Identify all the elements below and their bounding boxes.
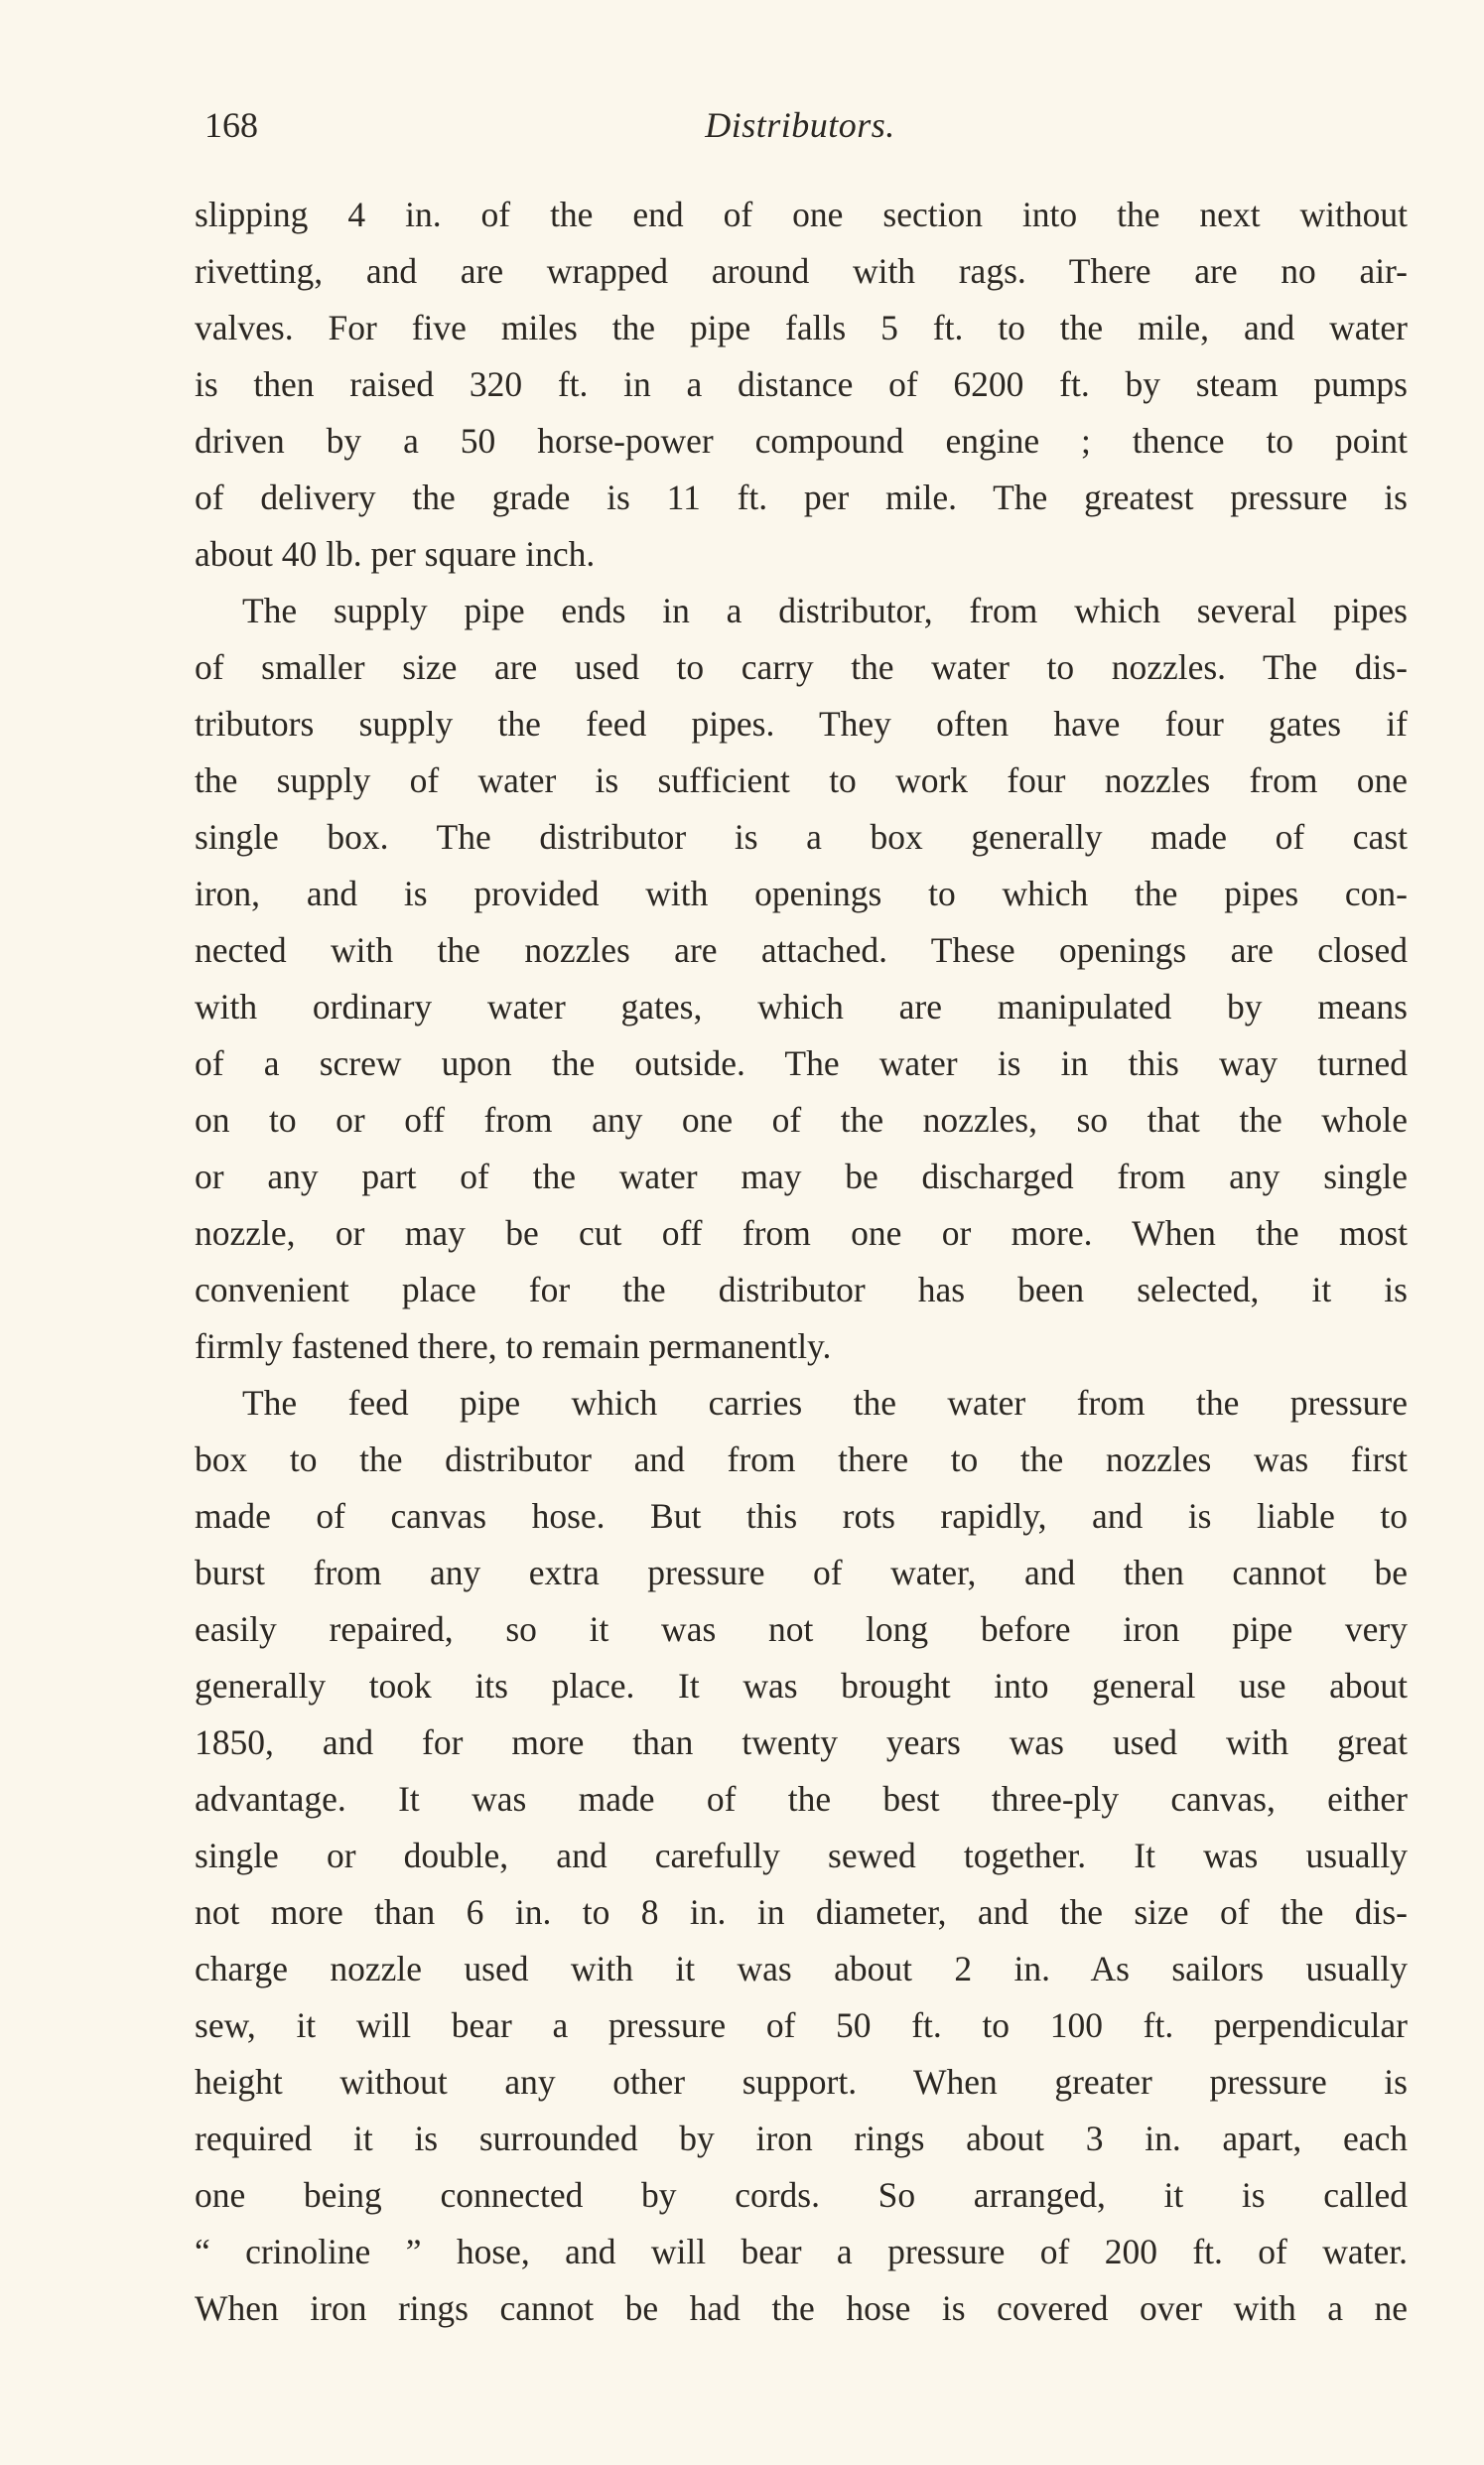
body-text	[195, 187, 1408, 2337]
text-line: convenient place for the distributor has been selected, it is	[195, 1270, 1408, 1309]
text-line: single box. The distributor is a box generally made of cast	[195, 817, 1408, 857]
text-line: on to or off from any one of the nozzles, so that the whole	[195, 1100, 1408, 1140]
text-line: is then raised 320 ft. in a distance of 6200 ft. by steam pumps	[195, 364, 1408, 404]
text-line: one being connected by cords. So arranged, it is called	[195, 2175, 1408, 2215]
text-line: firmly fastened there, to remain permanently.	[195, 1326, 832, 1366]
text-line: nozzle, or may be cut off from one or more. When the most	[195, 1213, 1408, 1253]
text-line: charge nozzle used with it was about 2 in. As sailors usually	[195, 1949, 1408, 1988]
text-line: slipping 4 in. of the end of one section into the next without	[195, 195, 1408, 234]
text-line: rivetting, and are wrapped around with rags. There are no air-	[195, 251, 1408, 291]
text-line: nected with the nozzles are attached. These openings are closed	[195, 930, 1408, 970]
text-line: easily repaired, so it was not long before iron pipe very	[195, 1609, 1408, 1649]
text-line: or any part of the water may be discharged from any single	[195, 1157, 1408, 1196]
text-line: burst from any extra pressure of water, and then cannot be	[195, 1553, 1408, 1592]
text-line: of a screw upon the outside. The water is in this way turned	[195, 1043, 1408, 1083]
text-line: sew, it will bear a pressure of 50 ft. to 100 ft. perpendicular	[195, 2005, 1408, 2045]
text-line: box to the distributor and from there to the nozzles was first	[195, 1439, 1408, 1479]
text-line: generally took its place. It was brought into general use about	[195, 1666, 1408, 1706]
text-line: When iron rings cannot be had the hose is covered over with a ne	[195, 2288, 1408, 2328]
text-line: required it is surrounded by iron rings about 3 in. apart, each	[195, 2119, 1408, 2158]
text-line: with ordinary water gates, which are manipulated by means	[195, 987, 1408, 1027]
text-line: valves. For five miles the pipe falls 5 ft. to the mile, and water	[195, 308, 1408, 347]
paragraph-first-line: The supply pipe ends in a distributor, from which several pipes	[242, 591, 1408, 630]
text-line: made of canvas hose. But this rots rapidly, and is liable to	[195, 1496, 1408, 1536]
text-line: driven by a 50 horse-power compound engine ; thence to point	[195, 421, 1408, 461]
text-line: advantage. It was made of the best three-ply canvas, either	[195, 1779, 1408, 1819]
text-line: “ crinoline ” hose, and will bear a pressure of 200 ft. of water.	[195, 2232, 1408, 2271]
running-head	[195, 95, 1406, 155]
text-line: single or double, and carefully sewed together. It was usually	[195, 1836, 1408, 1875]
text-line: of delivery the grade is 11 ft. per mile. The greatest pressure is	[195, 478, 1408, 517]
page-number: 168	[204, 105, 258, 145]
running-title: Distributors.	[705, 105, 895, 145]
text-line: iron, and is provided with openings to which the pipes con-	[195, 874, 1408, 913]
text-line: the supply of water is sufficient to work four nozzles from one	[195, 760, 1408, 800]
text-line: 1850, and for more than twenty years was used with great	[195, 1722, 1408, 1762]
text-line: not more than 6 in. to 8 in. in diameter, and the size of the dis-	[195, 1892, 1408, 1932]
paragraph-first-line: The feed pipe which carries the water from the pressure	[242, 1383, 1408, 1423]
text-line: height without any other support. When greater pressure is	[195, 2062, 1408, 2102]
text-line: of smaller size are used to carry the water to nozzles. The dis-	[195, 647, 1408, 687]
text-line: tributors supply the feed pipes. They often have four gates if	[195, 704, 1408, 744]
text-line: about 40 lb. per square inch.	[195, 534, 596, 574]
